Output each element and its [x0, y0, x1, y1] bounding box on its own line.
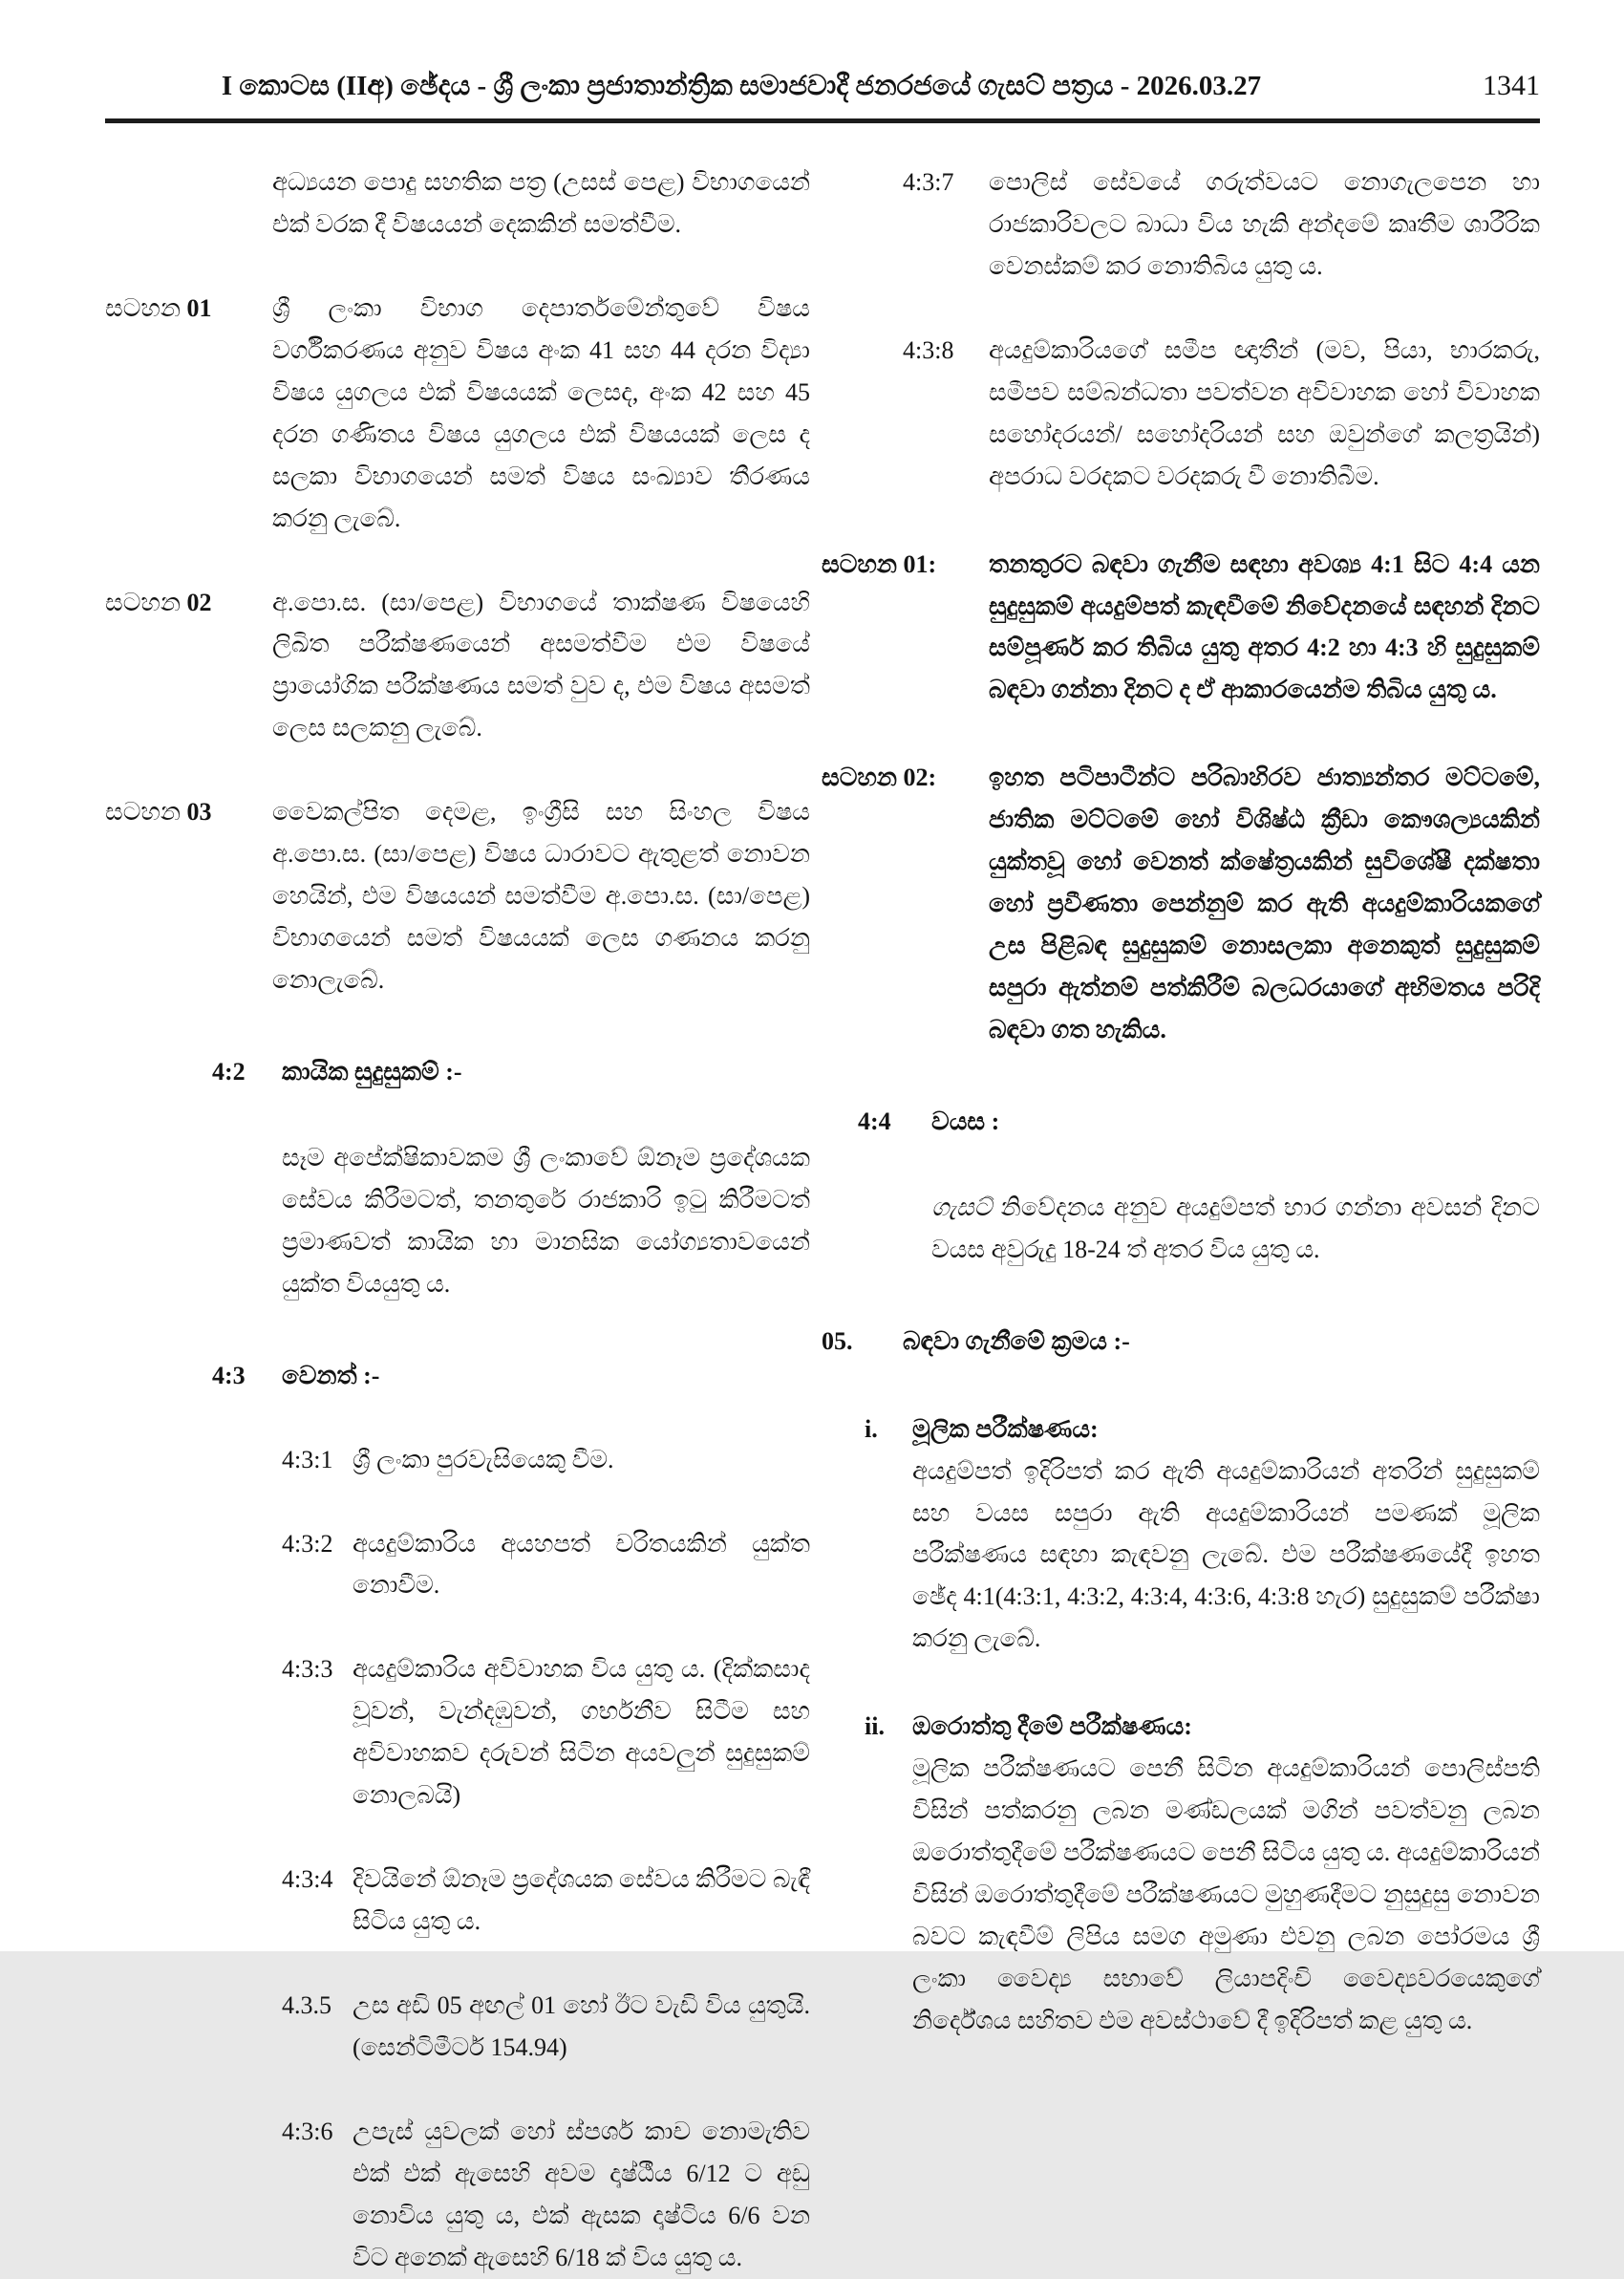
note-body: ශ්‍රී ලංකා විභාග දෙපාර්තමේන්තුවේ විෂය වර්ගීකරණය අනුව විෂය අංක 41 සහ 44 දරන විද්‍යා විෂය යුගලය එක් විෂයයක් ලෙසද, අංක 42 සහ 45 දරන ගණිතය විෂය යුගලය එක් විෂයයක් ලෙස ද සලකා විභාගයෙන් සමත් විෂය සංඛ්‍යාව තීරණය කරනු ලැබේ. [272, 293, 810, 532]
section-title: කායික සුදුසුකම් :- [282, 1057, 462, 1086]
note-label-word: සටහන [105, 293, 181, 322]
note-label: සටහන 01: [822, 549, 937, 578]
note-label-num: 03 [186, 798, 212, 827]
note-row-03 [105, 791, 810, 1001]
section-number: 4:2 [212, 1057, 246, 1086]
gazette-header-title: I කොටස (IIඅ) ඡේදය - ශ්‍රී ලංකා ප්‍රජාතාන්ත්‍රික සමාජවාදී ජනරජයේ ගැසට් පත්‍රය - 2026.03.27 [221, 71, 1262, 101]
clause-437 [903, 161, 1540, 288]
note-label: සටහන 02: [822, 763, 937, 792]
clause-number: 4:3:6 [282, 2117, 333, 2145]
clause-text: අයදුම්කාරියගේ සමීප ඥාතීන් (මව, පියා, භාරකරු, සමීපව සම්බන්ධතා පවත්වන අවිවාහක හෝ විවාහක සහෝදරයන්/ සහෝදරියන් සහ ඔවුන්ගේ කලත්‍රයින්) අපරාධ වරදකට වරදකරු වී නොතිබීම. [989, 335, 1540, 490]
section-number: 4:4 [858, 1107, 891, 1135]
step-content [912, 1408, 1540, 1661]
clause-text: දිවයිනේ ඕනෑම ප්‍රදේශයක සේවය කිරීමට බැඳී සිටිය යුතු ය. [353, 1865, 810, 1936]
note-label-word: සටහන [105, 798, 181, 827]
clause-text: පොලිස් සේවයේ ගරුත්වයට නොගැලපෙන හා රාජකාරිවලට බාධා විය හැකි අන්දමේ කෘතීම ශාරීරික වෙනස්කම් කර නොතිබිය යුතු ය. [989, 168, 1540, 280]
clause-number: 4:3:3 [282, 1655, 333, 1684]
note-row-01 [105, 288, 810, 540]
note-row-01-right [822, 544, 1540, 712]
section-title: බඳවා ගැනීමේ ක්‍රමය :- [903, 1326, 1130, 1355]
clause-number: 4:3:8 [903, 335, 954, 364]
note-row-02 [105, 582, 810, 750]
clause-text: ශ්‍රී ලංකා පුරවැසියෙකු වීම. [353, 1445, 614, 1473]
page-header [105, 69, 1540, 103]
note-row-02-right [822, 757, 1540, 1051]
intro-paragraph: අධ්‍යයන පොදු සහතික පත්‍ර (උසස් පෙළ) විභාගයෙන් එක් වරක දී විෂයයන් දෙකකින් සමත්වීම. [272, 168, 810, 238]
section-43-heading [212, 1355, 810, 1397]
note-label-num: 02 [186, 588, 212, 616]
header-divider [105, 118, 1540, 123]
clause-438 [903, 330, 1540, 498]
section-number: 4:3 [212, 1361, 246, 1389]
step-marker: i. [865, 1414, 878, 1443]
clause-text: උපැස් යුවලක් හෝ ස්පර්ශ කාච නොමැතිව එක් එක් ඇසෙහි අවම දෘෂ්ඨීය 6/12 ට අඩු නොවිය යුතු ය, එක් ඇසක දෘෂ්ටිය 6/6 වන විට අනෙක් ඇසෙහි 6/18 ක් විය යුතු ය. [353, 2117, 810, 2271]
section-05-heading [822, 1321, 1540, 1363]
note-label [105, 582, 272, 750]
step-heading: ඔරොත්තු දීමේ පරීක්ෂණය: [912, 1712, 1192, 1741]
page-number: 1341 [1483, 70, 1540, 101]
right-column [822, 156, 1540, 2279]
clause-number: 4.3.5 [282, 1991, 331, 2019]
step-text: අයදුම්පත් ඉදිරිපත් කර ඇති අයදුම්කාරියන් අතරින් සුදුසුකම් සහ වයස සපුරා ඇති අයදුම්කාරියන් පමණක් මූලික පරීක්ෂණය සඳහා කැඳවනු ලැබේ. එම පරීක්ෂණයේදී ඉහත ඡේද 4:1(4:3:1, 4:3:2, 4:3:4, 4:3:6, 4:3:8 හැර) සුදුසුකම් පරීක්ෂා කරනු ලැබේ. [912, 1456, 1540, 1653]
clause-431 [282, 1439, 810, 1481]
section-42-body: සෑම අපේක්ෂිකාවකම ශ්‍රී ලංකාවේ ඕනෑම ප්‍රදේශයක සේවය කිරීමටත්, තනතුරේ රාජකාරි ඉටු කිරීමටත් ප්‍රමාණවත් කායික හා මානසික යෝග්‍යතාවයෙන් යුක්ත වියයුතු ය. [282, 1143, 810, 1298]
note-label-word: සටහන [105, 588, 181, 616]
recruitment-step-ii [865, 1706, 1540, 2042]
two-column-body [105, 156, 1540, 2279]
section-44-heading [858, 1101, 1540, 1143]
section-number: 05. [822, 1326, 853, 1355]
clause-number: 4:3:2 [282, 1529, 333, 1558]
left-column [105, 156, 822, 2279]
section-title: වෙනත් :- [282, 1361, 380, 1389]
clause-text: අයදුම්කාරිය අවිවාහක විය යුතු ය. (දික්කසාද වූවන්, වැන්දඹුවන්, ගර්භනීව සිටීම සහ අවිවාහකව දරුවන් සිටින අයවලුන් සුදුසුකම් නොලබයි) [353, 1655, 810, 1810]
clause-434 [282, 1859, 810, 1943]
step-marker: ii. [865, 1712, 885, 1741]
section-42-heading [212, 1051, 810, 1093]
note-label [105, 288, 272, 540]
recruitment-step-i [865, 1408, 1540, 1661]
step-heading: මූලික පරීක්ෂණය: [912, 1414, 1099, 1443]
clause-number: 4:3:4 [282, 1865, 333, 1894]
clause-text: උස අඩි 05 අඟල් 01 හෝ ඊට වැඩි විය යුතුයි. (සෙන්ටිමීටර් 154.94) [353, 1991, 810, 2061]
note-body: ඉහත පටිපාටීන්ට පරිබාහිරව ජාත්‍යන්තර මට්ටමේ, ජාතික මට්ටමේ හෝ විශිෂ්ඨ ක්‍රීඩා කෞශල්‍යයකින් යුක්තවූ හෝ වෙනත් ක්ෂේත්‍රයකින් සුවිශේෂී දක්ෂතා හෝ ප්‍රවීණතා පෙන්නුම් කර ඇති අයදුම්කාරියකගේ උස පිළිබඳ සුදුසුකම් නොසලකා අනෙකුත් සුදුසුකම් සපුරා ඇත්නම් පත්කිරීම් බලධරයාගේ අභිමතය පරිදි බඳවා ගත හැකිය. [989, 763, 1540, 1043]
note-label [105, 791, 272, 1001]
section-44-body [931, 1187, 1540, 1271]
clause-number: 4:3:1 [282, 1445, 333, 1473]
clause-number: 4:3:7 [903, 168, 954, 196]
section-44-body-rest: නිවේදනය අනුව අයදුම්පත් භාර ගන්නා අවසන් දිනට වයස අවුරුදු 18-24 ත් අතර විය යුතු ය. [931, 1193, 1540, 1263]
clause-433 [282, 1648, 810, 1817]
gazette-word-italic: ගැසට් [931, 1193, 993, 1221]
note-body: තනතුරට බඳවා ගැනීම සඳහා අවශ්‍ය 4:1 සිට 4:4 යන සුදුසුකම් අයදුම්පත් කැඳවීමේ නිවේදනයේ සඳහන් දිනට සම්පූර්ණ කර තිබිය යුතු අතර 4:2 හා 4:3 හි සුදුසුකම් බඳවා ගන්නා දිනට ද ඒ ආකාරයෙන්ම තිබිය යුතු ය. [989, 549, 1540, 704]
step-text: මූලික පරීක්ෂණයට පෙනී සිටින අයදුම්කාරියන් පොලිස්පති විසින් පත්කරනු ලබන මණ්ඩලයක් මගින් පවත්වනු ලබන ඔරොත්තුදීමේ පරීක්ෂණයට පෙනී සිටිය යුතු ය. අයදුම්කාරියන් විසින් ඔරොත්තුදීමේ පරීක්ෂණයට මුහුණදීමට නුසුදුසු නොවන බවට කැඳවීම් ලිපිය සමග අමුණා එවනු ලබන පෝරමය ශ්‍රී ලංකා වෛද්‍ය සභාවේ ලියාපදිංචි වෛද්‍යවරයෙකුගේ නිර්දේශය සහිතව එම අවස්ථාවේ දී ඉදිරිපත් කළ යුතු ය. [912, 1754, 1540, 2034]
clause-435 [282, 1985, 810, 2069]
step-content [912, 1706, 1540, 2042]
clause-436 [282, 2111, 810, 2279]
note-label-num: 01 [186, 293, 212, 322]
section-title: වයස : [931, 1107, 1000, 1135]
clause-432 [282, 1523, 810, 1607]
clause-text: අයදුම්කාරිය අයහපත් චරිතයකින් යුක්ත නොවීම. [353, 1529, 810, 1600]
note-body: අ.පො.ස. (සා/පෙළ) විභාගයේ තාක්ෂණ විෂයෙහි ලිඛිත පරීක්ෂණයෙන් අසමත්වීම එම විෂයේ ප්‍රායෝගික පරීක්ෂණය සමත් වුව ද, එම විෂය අසමත් ලෙස සලකනු ලැබේ. [272, 588, 810, 742]
note-body: වෛකල්පිත දෙමළ, ඉංග්‍රීසි සහ සිංහල විෂය අ.පො.ස. (සා/පෙළ) විෂය ධාරාවට ඇතුළත් නොවන හෙයින්, එම විෂයයන් සමත්වීම අ.පො.ස. (සා/පෙළ) විභාගයෙන් සමත් විෂයයක් ලෙස ගණනය කරනු නොලැබේ. [272, 798, 810, 994]
